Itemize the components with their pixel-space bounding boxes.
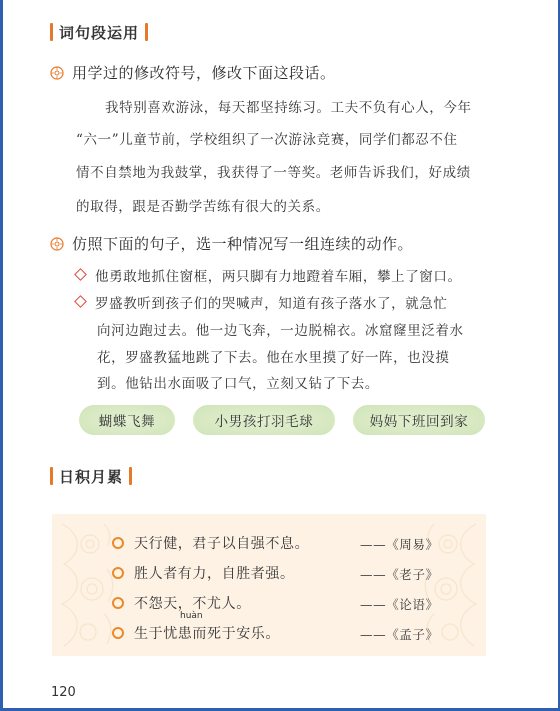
- quote-row-4: [112, 623, 280, 643]
- circle-bullet-icon: [112, 567, 124, 579]
- quote-source: ——《孟子》: [360, 627, 439, 642]
- pinyin-annotation: huàn: [180, 611, 203, 621]
- quote-text: 天行健，君子以自强不息。: [134, 536, 310, 552]
- example-2-line-2: 向河边跑过去。他一边飞奔，一边脱棉衣。冰窟窿里泛着水: [97, 323, 464, 339]
- task-2-text: 仿照下面的句子，选一种情况写一组连续的动作。: [72, 235, 414, 253]
- task-1-text: 用学过的修改符号，修改下面这段话。: [72, 64, 336, 82]
- paragraph-line-3: 情不自禁地为我鼓掌，我获得了一等奖。老师告诉我们，好成绩: [76, 165, 471, 181]
- paragraph-line-4: 的取得，跟是否勤学苦练有很大的关系。: [76, 199, 330, 215]
- flower-bullet-icon: [50, 237, 64, 251]
- option-pill-mom-home: [353, 405, 485, 435]
- option-label: 妈妈下班回到家: [369, 414, 469, 430]
- quote-source: ——《老子》: [360, 567, 439, 582]
- diamond-bullet-icon: [74, 268, 87, 281]
- section-title: 日积月累: [59, 467, 124, 486]
- heading-bar-right: [129, 467, 132, 485]
- task-2: [50, 233, 413, 254]
- option-pill-badminton: [193, 405, 335, 435]
- circle-bullet-icon: [112, 537, 124, 549]
- example-1-text: 他勇敢地抓住窗框，两只脚有力地蹬着车厢，攀上了窗口。: [95, 269, 462, 285]
- paragraph-line-1: 我特别喜欢游泳，每天都坚持练习。工夫不负有心人，今年: [105, 100, 472, 116]
- flower-bullet-icon: [50, 66, 64, 80]
- page-number: 120: [51, 685, 76, 700]
- quote-row-2: [112, 563, 295, 583]
- section-title: 词句段运用: [59, 23, 140, 42]
- option-pill-butterfly: [79, 405, 175, 435]
- diamond-bullet-icon: [74, 295, 87, 308]
- quote-source: ——《周易》: [360, 537, 439, 552]
- example-2-line-1: 罗盛教听到孩子们的哭喊声，知道有孩子落水了，就急忙: [95, 296, 448, 312]
- heading-bar-left: [50, 467, 53, 485]
- quote-row-3: [112, 593, 251, 613]
- quote-text: 不怨天，不尤人。: [134, 596, 251, 612]
- task-1: [50, 62, 336, 83]
- quote-text: 生于忧患而死于安乐。: [134, 626, 280, 642]
- example-2-line-4: 到。他钻出水面吸了口气，立刻又钻了下去。: [97, 376, 379, 392]
- section-heading-ri-ji-yue-lei: [50, 465, 132, 487]
- quote-source: ——《论语》: [360, 597, 439, 612]
- example-2-line-3: 花，罗盛教猛地跳了下去。他在水里摸了好一阵，也没摸: [97, 350, 450, 366]
- example-1: [76, 265, 462, 285]
- circle-bullet-icon: [112, 597, 124, 609]
- option-label: 蝴蝶飞舞: [98, 414, 156, 430]
- section-heading-ci-ju-duan: [50, 21, 148, 43]
- circle-bullet-icon: [112, 627, 124, 639]
- example-2: [76, 292, 448, 312]
- page-frame-left: [0, 0, 3, 711]
- paragraph-line-2: “六一”儿童节前，学校组织了一次游泳竞赛，同学们都忍不住: [76, 132, 458, 148]
- quote-row-1: [112, 533, 309, 553]
- option-label: 小男孩打羽毛球: [214, 414, 314, 430]
- heading-bar-left: [50, 23, 53, 41]
- heading-bar-right: [145, 23, 148, 41]
- quote-text: 胜人者有力，自胜者强。: [134, 566, 295, 582]
